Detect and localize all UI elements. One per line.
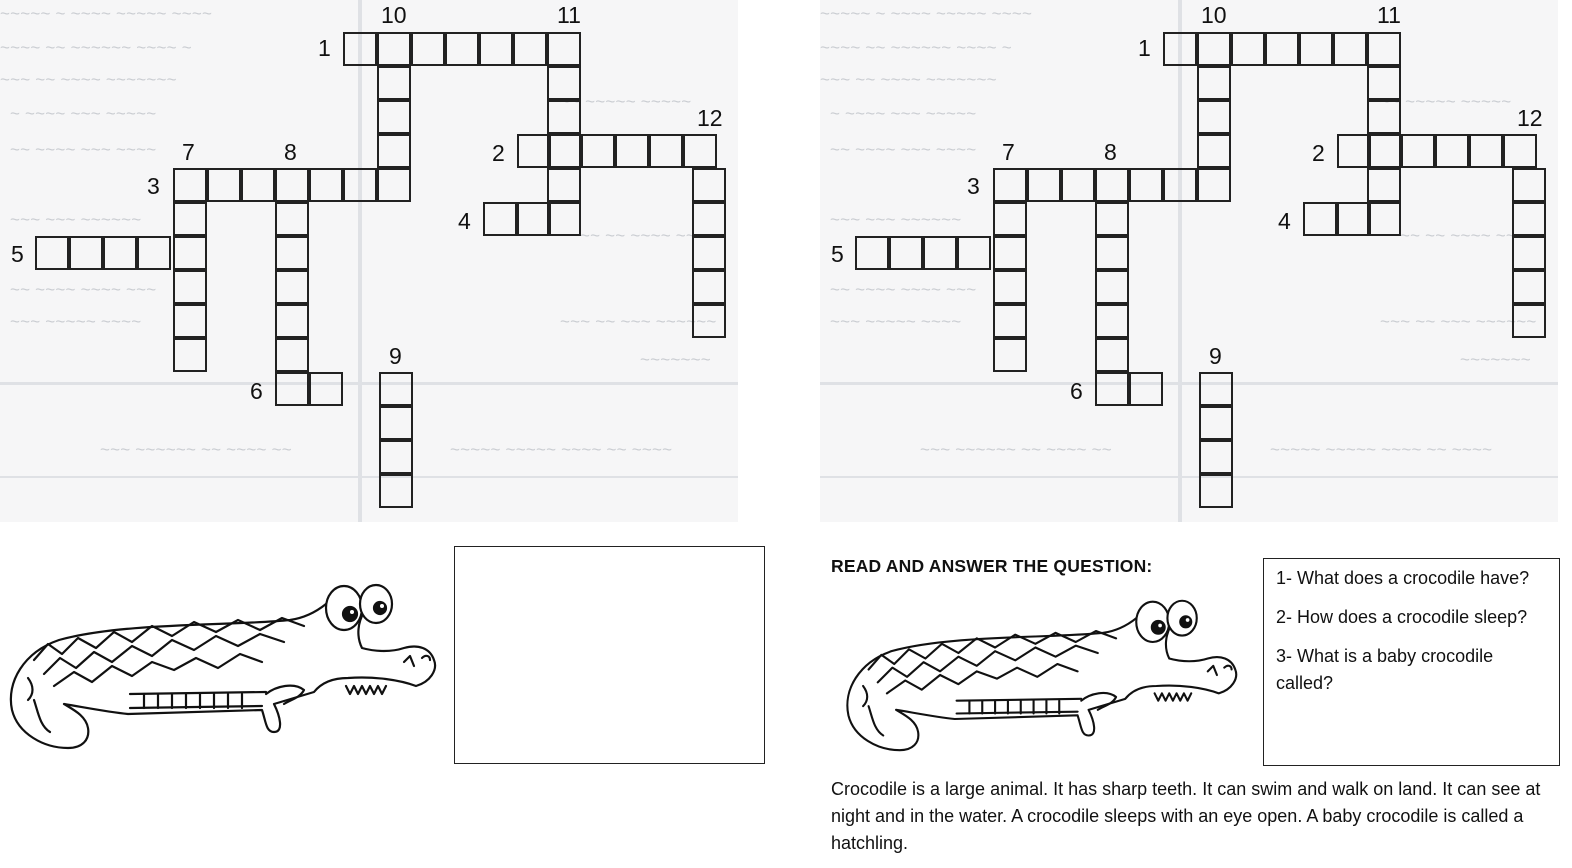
crossword-cell[interactable] [1367,32,1401,66]
crossword-cell[interactable] [1512,168,1546,202]
clue-number: 5 [831,241,844,267]
crossword-cell[interactable] [379,372,413,406]
crossword-cell[interactable] [1303,202,1337,236]
crossword-cell[interactable] [343,168,377,202]
clue-number: 1 [1138,35,1151,61]
clue-number: 12 [697,105,723,131]
clue-number: 10 [1201,2,1227,28]
crossword-cell[interactable] [1197,32,1231,66]
crossword-cell[interactable] [1337,202,1371,236]
crossword-cell[interactable] [1333,32,1367,66]
clue-number: 8 [284,139,297,165]
crossword-cell[interactable] [377,66,411,100]
crossword-cell[interactable] [1367,168,1401,202]
crossword-cell[interactable] [1512,270,1546,304]
crossword-cell[interactable] [173,304,207,338]
crossword-cell[interactable] [692,202,726,236]
crossword-cell[interactable] [377,100,411,134]
crossword-cell[interactable] [855,236,889,270]
clue-number: 10 [381,2,407,28]
clue-number: 4 [1278,208,1291,234]
clue-number: 6 [1070,378,1083,404]
crossword-cell[interactable] [1401,134,1435,168]
crossword-cell[interactable] [309,372,343,406]
crossword-cell[interactable] [1061,168,1095,202]
question-item: 2- How does a crocodile sleep? [1276,607,1528,627]
crossword-cell[interactable] [173,202,207,236]
crossword-cell[interactable] [1367,134,1401,168]
crossword-cell[interactable] [1299,32,1333,66]
crossword-cell[interactable] [103,236,137,270]
crossword-cell[interactable] [547,134,581,168]
crossword-cell[interactable] [1197,100,1231,134]
crossword-cell[interactable] [379,474,413,508]
crossword-cell[interactable] [513,32,547,66]
clue-number: 5 [11,241,24,267]
crossword-cell[interactable] [309,168,343,202]
crocodile-illustration [834,598,1246,763]
crossword-cell[interactable] [1095,338,1129,372]
crossword-cell[interactable] [1199,406,1233,440]
crocodile-illustration [4,582,438,762]
reading-passage: Crocodile is a large animal. It has sharp teeth. It can swim and walk on land. It can see at night and in the water. A crocodile sleeps with an eye open. A baby crocodile is called a hatchling. [831,779,1541,853]
crossword-panel-right [820,0,1558,522]
clue-number: 8 [1104,139,1117,165]
crossword-cell[interactable] [445,32,479,66]
crossword-cell[interactable] [1337,134,1371,168]
question-item: 1- What does a crocodile have? [1276,568,1530,588]
crossword-cell[interactable] [1027,168,1061,202]
questions-box [1263,558,1560,766]
clue-number: 7 [182,139,195,165]
crossword-cell[interactable] [173,236,207,270]
crossword-cell[interactable] [343,32,377,66]
crossword-cell[interactable] [1095,372,1129,406]
crossword-cell[interactable] [692,236,726,270]
crossword-cell[interactable] [1265,32,1299,66]
crossword-cell[interactable] [993,270,1027,304]
section-heading: READ AND ANSWER THE QUESTION: [831,556,1153,576]
crossword-cell[interactable] [993,236,1027,270]
crossword-cell[interactable] [993,202,1027,236]
crossword-cell[interactable] [547,202,581,236]
crossword-cell[interactable] [957,236,991,270]
crossword-cell[interactable] [1435,134,1469,168]
clue-number: 4 [458,208,471,234]
crossword-cell[interactable] [547,168,581,202]
crossword-cell[interactable] [173,168,207,202]
clue-number: 3 [967,173,980,199]
crossword-cell[interactable] [173,338,207,372]
crossword-cell[interactable] [35,236,69,270]
crossword-cell[interactable] [1512,202,1546,236]
crossword-cell[interactable] [1367,100,1401,134]
crossword-cell[interactable] [69,236,103,270]
crossword-cell[interactable] [1095,270,1129,304]
crossword-cell[interactable] [1197,168,1231,202]
clue-number: 7 [1002,139,1015,165]
crossword-cell[interactable] [1129,372,1163,406]
crossword-cell[interactable] [1197,134,1231,168]
crossword-cell[interactable] [275,202,309,236]
clue-number: 6 [250,378,263,404]
crossword-cell[interactable] [1512,236,1546,270]
crossword-cell[interactable] [547,66,581,100]
crossword-cell[interactable] [993,304,1027,338]
crossword-cell[interactable] [173,270,207,304]
crossword-cell[interactable] [1163,32,1197,66]
crossword-cell[interactable] [1367,202,1401,236]
crossword-cell[interactable] [377,32,411,66]
crossword-cell[interactable] [1231,32,1265,66]
question-item: 3- What is a baby crocodile called? [1276,646,1494,693]
crossword-cell[interactable] [483,202,517,236]
crossword-cell[interactable] [649,134,683,168]
crossword-cell[interactable] [241,168,275,202]
crossword-cell[interactable] [547,32,581,66]
crossword-cell[interactable] [517,134,551,168]
crossword-cell[interactable] [581,134,615,168]
crossword-cell[interactable] [993,338,1027,372]
clue-number: 9 [1209,343,1222,369]
crossword-cell[interactable] [615,134,649,168]
crossword-cell[interactable] [1129,168,1163,202]
clue-number: 12 [1517,105,1543,131]
crossword-cell[interactable] [1095,202,1129,236]
crossword-cell[interactable] [517,202,551,236]
crossword-cell[interactable] [923,236,957,270]
crossword-cell[interactable] [275,168,309,202]
crossword-cell[interactable] [993,168,1027,202]
crossword-cell[interactable] [1199,372,1233,406]
crossword-cell[interactable] [1095,304,1129,338]
crossword-cell[interactable] [137,236,171,270]
crossword-cell[interactable] [379,440,413,474]
crossword-cell[interactable] [1095,236,1129,270]
crossword-cell[interactable] [692,304,726,338]
crossword-cell[interactable] [1469,134,1503,168]
crossword-cell[interactable] [275,270,309,304]
faded-background-page: ~~~~~ ~ ~~~~ ~~~~~ ~~~~ ~~~~ ~~ ~~~~~~ ~~~~ ~ ~~~ ~~ ~~~~ ~~~~~~~ ~ ~~~~ ~~~ ~~~~~ ~~ ~~~~ ~~~ ~~~~ ~~~ ~~~ ~~~~~~ ~~ ~~~~ ~~~~ ~~~ ~~~ ~~~~~ ~~~~ ~~~ ~~~~~~ ~~ ~~~~ ~~ ~~~~~ ~~~~~ ~~~~ ~~ ~~~~ ~~ ~~~~~ ~~~~~ ~~ ~~ ~~~~ ~~~ ~~~ ~~ ~~~ ~~~~~~ ~~~~~~~ [820,0,1558,522]
crossword-cell[interactable] [1503,134,1537,168]
crossword-cell[interactable] [275,304,309,338]
clue-number: 11 [1377,2,1401,28]
crossword-cell[interactable] [692,168,726,202]
crossword-cell[interactable] [479,32,513,66]
crossword-cell[interactable] [1367,66,1401,100]
crossword-cell[interactable] [377,134,411,168]
crossword-cell[interactable] [379,406,413,440]
crossword-cell[interactable] [547,100,581,134]
crossword-cell[interactable] [1197,66,1231,100]
clue-number: 2 [1312,140,1325,166]
faded-background-page: ~~~~~ ~ ~~~~ ~~~~~ ~~~~ ~~~~ ~~ ~~~~~~ ~~~~ ~ ~~~ ~~ ~~~~ ~~~~~~~ ~ ~~~~ ~~~ ~~~~~ ~~ ~~~~ ~~~ ~~~~ ~~~ ~~~ ~~~~~~ ~~ ~~~~ ~~~~ ~~~ ~~~ ~~~~~ ~~~~ ~~~ ~~~~~~ ~~ ~~~~ ~~ ~~~~~ ~~~~~ ~~~~ ~~ ~~~~ ~~ ~~~~~ ~~~~~ ~~ ~~ ~~~~ ~~~ ~~~ ~~ ~~~ ~~~~~~ ~~~~~~~ [0,0,738,522]
crossword-cell[interactable] [377,168,411,202]
crossword-cell[interactable] [889,236,923,270]
crossword-cell[interactable] [683,134,717,168]
clue-number: 1 [318,35,331,61]
crossword-cell[interactable] [692,270,726,304]
answer-box[interactable] [454,546,765,764]
crossword-cell[interactable] [1199,440,1233,474]
crossword-cell[interactable] [411,32,445,66]
crossword-cell[interactable] [1163,168,1197,202]
crossword-cell[interactable] [275,338,309,372]
clue-number: 11 [557,2,581,28]
crossword-cell[interactable] [207,168,241,202]
clue-number: 3 [147,173,160,199]
crossword-cell[interactable] [275,236,309,270]
crossword-panel-left [0,0,738,522]
crossword-cell[interactable] [275,372,309,406]
crossword-cell[interactable] [1199,474,1233,508]
crossword-cell[interactable] [1512,304,1546,338]
clue-number: 9 [389,343,402,369]
crossword-cell[interactable] [1095,168,1129,202]
clue-number: 2 [492,140,505,166]
